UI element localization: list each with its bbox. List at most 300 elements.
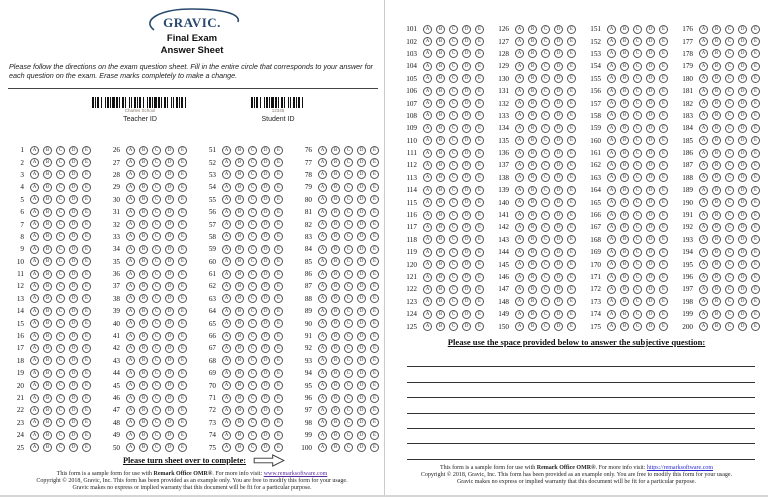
answer-bubble-e[interactable]: E <box>178 356 187 365</box>
answer-bubble-d[interactable]: D <box>738 111 747 120</box>
answer-bubble-d[interactable]: D <box>554 25 563 34</box>
answer-bubble-a[interactable]: A <box>699 161 708 170</box>
answer-bubble-d[interactable]: D <box>69 418 78 427</box>
answer-bubble-c[interactable]: C <box>152 307 161 316</box>
answer-bubble-c[interactable]: C <box>541 136 550 145</box>
answer-bubble-c[interactable]: C <box>449 49 458 58</box>
answer-bubble-d[interactable]: D <box>261 146 270 155</box>
answer-bubble-e[interactable]: E <box>370 257 379 266</box>
answer-bubble-d[interactable]: D <box>69 170 78 179</box>
answer-bubble-d[interactable]: D <box>165 332 174 341</box>
answer-bubble-a[interactable]: A <box>318 431 327 440</box>
answer-bubble-c[interactable]: C <box>449 248 458 257</box>
answer-bubble-d[interactable]: D <box>357 381 366 390</box>
answer-bubble-b[interactable]: B <box>43 443 52 452</box>
answer-bubble-b[interactable]: B <box>620 136 629 145</box>
answer-bubble-a[interactable]: A <box>423 223 432 232</box>
answer-bubble-a[interactable]: A <box>222 245 231 254</box>
answer-bubble-c[interactable]: C <box>344 183 353 192</box>
answer-bubble-b[interactable]: B <box>139 431 148 440</box>
answer-bubble-c[interactable]: C <box>449 322 458 331</box>
answer-bubble-c[interactable]: C <box>541 124 550 133</box>
answer-bubble-d[interactable]: D <box>261 257 270 266</box>
answer-bubble-a[interactable]: A <box>699 25 708 34</box>
answer-bubble-b[interactable]: B <box>528 74 537 83</box>
answer-bubble-d[interactable]: D <box>165 381 174 390</box>
answer-bubble-e[interactable]: E <box>475 161 484 170</box>
answer-bubble-b[interactable]: B <box>528 260 537 269</box>
answer-bubble-c[interactable]: C <box>248 307 257 316</box>
answer-bubble-b[interactable]: B <box>712 111 721 120</box>
answer-bubble-c[interactable]: C <box>56 183 65 192</box>
answer-bubble-b[interactable]: B <box>528 25 537 34</box>
answer-bubble-b[interactable]: B <box>620 37 629 46</box>
answer-bubble-a[interactable]: A <box>222 257 231 266</box>
answer-bubble-a[interactable]: A <box>515 248 524 257</box>
answer-bubble-d[interactable]: D <box>165 158 174 167</box>
answer-bubble-a[interactable]: A <box>30 183 39 192</box>
answer-bubble-d[interactable]: D <box>165 208 174 217</box>
answer-bubble-e[interactable]: E <box>178 183 187 192</box>
answer-bubble-a[interactable]: A <box>30 208 39 217</box>
answer-bubble-e[interactable]: E <box>178 394 187 403</box>
answer-bubble-d[interactable]: D <box>462 87 471 96</box>
answer-bubble-c[interactable]: C <box>56 431 65 440</box>
answer-bubble-a[interactable]: A <box>607 285 616 294</box>
answer-bubble-c[interactable]: C <box>56 307 65 316</box>
answer-bubble-d[interactable]: D <box>69 183 78 192</box>
answer-bubble-a[interactable]: A <box>423 235 432 244</box>
answer-bubble-b[interactable]: B <box>436 198 445 207</box>
answer-bubble-d[interactable]: D <box>554 124 563 133</box>
answer-bubble-b[interactable]: B <box>436 37 445 46</box>
answer-bubble-c[interactable]: C <box>633 186 642 195</box>
answer-bubble-c[interactable]: C <box>541 273 550 282</box>
answer-bubble-c[interactable]: C <box>152 170 161 179</box>
answer-bubble-d[interactable]: D <box>357 369 366 378</box>
answer-bubble-c[interactable]: C <box>56 208 65 217</box>
answer-bubble-b[interactable]: B <box>235 319 244 328</box>
answer-bubble-a[interactable]: A <box>222 431 231 440</box>
answer-bubble-d[interactable]: D <box>554 87 563 96</box>
answer-bubble-c[interactable]: C <box>248 245 257 254</box>
answer-bubble-b[interactable]: B <box>331 220 340 229</box>
answer-bubble-d[interactable]: D <box>462 285 471 294</box>
answer-bubble-a[interactable]: A <box>607 74 616 83</box>
answer-bubble-c[interactable]: C <box>449 87 458 96</box>
answer-bubble-d[interactable]: D <box>738 273 747 282</box>
answer-bubble-d[interactable]: D <box>261 418 270 427</box>
answer-bubble-d[interactable]: D <box>646 87 655 96</box>
answer-bubble-d[interactable]: D <box>554 297 563 306</box>
answer-bubble-d[interactable]: D <box>462 248 471 257</box>
answer-bubble-a[interactable]: A <box>607 223 616 232</box>
answer-bubble-e[interactable]: E <box>567 248 576 257</box>
answer-bubble-d[interactable]: D <box>738 173 747 182</box>
answer-bubble-e[interactable]: E <box>274 195 283 204</box>
answer-bubble-e[interactable]: E <box>567 111 576 120</box>
answer-bubble-d[interactable]: D <box>462 37 471 46</box>
answer-bubble-a[interactable]: A <box>423 161 432 170</box>
answer-bubble-a[interactable]: A <box>222 332 231 341</box>
answer-bubble-c[interactable]: C <box>56 369 65 378</box>
answer-bubble-d[interactable]: D <box>554 223 563 232</box>
answer-bubble-e[interactable]: E <box>178 443 187 452</box>
answer-bubble-b[interactable]: B <box>620 62 629 71</box>
answer-bubble-a[interactable]: A <box>30 332 39 341</box>
answer-bubble-a[interactable]: A <box>607 161 616 170</box>
answer-bubble-b[interactable]: B <box>235 431 244 440</box>
answer-bubble-b[interactable]: B <box>235 170 244 179</box>
answer-bubble-e[interactable]: E <box>82 257 91 266</box>
answer-bubble-a[interactable]: A <box>607 173 616 182</box>
answer-bubble-e[interactable]: E <box>475 223 484 232</box>
answer-bubble-e[interactable]: E <box>659 149 668 158</box>
answer-bubble-d[interactable]: D <box>646 49 655 58</box>
answer-bubble-b[interactable]: B <box>528 173 537 182</box>
answer-bubble-a[interactable]: A <box>30 232 39 241</box>
answer-bubble-a[interactable]: A <box>423 322 432 331</box>
answer-bubble-d[interactable]: D <box>261 158 270 167</box>
answer-bubble-c[interactable]: C <box>449 74 458 83</box>
answer-bubble-d[interactable]: D <box>462 211 471 220</box>
answer-bubble-c[interactable]: C <box>541 49 550 58</box>
answer-bubble-a[interactable]: A <box>318 232 327 241</box>
answer-bubble-a[interactable]: A <box>423 248 432 257</box>
answer-bubble-a[interactable]: A <box>515 161 524 170</box>
answer-bubble-a[interactable]: A <box>515 136 524 145</box>
answer-bubble-d[interactable]: D <box>261 232 270 241</box>
answer-bubble-b[interactable]: B <box>331 344 340 353</box>
answer-bubble-c[interactable]: C <box>633 173 642 182</box>
answer-bubble-e[interactable]: E <box>274 406 283 415</box>
answer-bubble-d[interactable]: D <box>261 369 270 378</box>
answer-bubble-a[interactable]: A <box>30 443 39 452</box>
answer-bubble-d[interactable]: D <box>357 245 366 254</box>
answer-bubble-d[interactable]: D <box>261 381 270 390</box>
answer-bubble-b[interactable]: B <box>235 195 244 204</box>
answer-bubble-b[interactable]: B <box>235 369 244 378</box>
answer-bubble-c[interactable]: C <box>449 149 458 158</box>
answer-bubble-a[interactable]: A <box>126 282 135 291</box>
answer-bubble-a[interactable]: A <box>30 146 39 155</box>
answer-bubble-d[interactable]: D <box>357 332 366 341</box>
answer-bubble-d[interactable]: D <box>165 294 174 303</box>
answer-bubble-a[interactable]: A <box>607 310 616 319</box>
answer-bubble-c[interactable]: C <box>725 99 734 108</box>
answer-bubble-a[interactable]: A <box>515 62 524 71</box>
answer-bubble-e[interactable]: E <box>82 220 91 229</box>
answer-bubble-b[interactable]: B <box>436 25 445 34</box>
answer-bubble-c[interactable]: C <box>248 220 257 229</box>
answer-bubble-b[interactable]: B <box>331 418 340 427</box>
answer-bubble-a[interactable]: A <box>318 307 327 316</box>
answer-bubble-e[interactable]: E <box>178 332 187 341</box>
answer-bubble-b[interactable]: B <box>712 260 721 269</box>
answer-bubble-c[interactable]: C <box>541 322 550 331</box>
answer-bubble-a[interactable]: A <box>423 211 432 220</box>
answer-bubble-a[interactable]: A <box>699 37 708 46</box>
answer-bubble-a[interactable]: A <box>515 37 524 46</box>
answer-bubble-b[interactable]: B <box>436 322 445 331</box>
answer-bubble-a[interactable]: A <box>126 431 135 440</box>
answer-bubble-a[interactable]: A <box>126 146 135 155</box>
answer-bubble-e[interactable]: E <box>82 394 91 403</box>
answer-bubble-d[interactable]: D <box>462 111 471 120</box>
answer-bubble-a[interactable]: A <box>30 220 39 229</box>
answer-bubble-c[interactable]: C <box>725 37 734 46</box>
answer-bubble-c[interactable]: C <box>152 406 161 415</box>
answer-bubble-c[interactable]: C <box>633 310 642 319</box>
answer-bubble-a[interactable]: A <box>318 418 327 427</box>
answer-bubble-b[interactable]: B <box>235 232 244 241</box>
answer-bubble-a[interactable]: A <box>30 319 39 328</box>
answer-bubble-b[interactable]: B <box>712 285 721 294</box>
answer-bubble-c[interactable]: C <box>344 232 353 241</box>
answer-bubble-d[interactable]: D <box>69 369 78 378</box>
answer-bubble-b[interactable]: B <box>331 406 340 415</box>
answer-bubble-e[interactable]: E <box>370 183 379 192</box>
answer-bubble-c[interactable]: C <box>56 418 65 427</box>
answer-bubble-c[interactable]: C <box>725 149 734 158</box>
answer-bubble-e[interactable]: E <box>659 37 668 46</box>
answer-bubble-b[interactable]: B <box>436 111 445 120</box>
answer-bubble-a[interactable]: A <box>515 285 524 294</box>
answer-bubble-e[interactable]: E <box>370 220 379 229</box>
answer-bubble-e[interactable]: E <box>751 25 760 34</box>
answer-bubble-e[interactable]: E <box>178 220 187 229</box>
answer-bubble-a[interactable]: A <box>126 381 135 390</box>
answer-bubble-b[interactable]: B <box>43 282 52 291</box>
answer-bubble-d[interactable]: D <box>69 431 78 440</box>
answer-bubble-e[interactable]: E <box>475 297 484 306</box>
answer-bubble-c[interactable]: C <box>56 356 65 365</box>
answer-bubble-d[interactable]: D <box>738 285 747 294</box>
answer-bubble-d[interactable]: D <box>738 297 747 306</box>
answer-bubble-a[interactable]: A <box>515 74 524 83</box>
answer-bubble-a[interactable]: A <box>607 248 616 257</box>
answer-bubble-d[interactable]: D <box>462 310 471 319</box>
answer-bubble-e[interactable]: E <box>178 406 187 415</box>
answer-bubble-e[interactable]: E <box>178 418 187 427</box>
answer-bubble-a[interactable]: A <box>423 37 432 46</box>
answer-bubble-b[interactable]: B <box>43 232 52 241</box>
answer-bubble-b[interactable]: B <box>43 356 52 365</box>
answer-bubble-b[interactable]: B <box>139 232 148 241</box>
answer-bubble-c[interactable]: C <box>633 223 642 232</box>
answer-bubble-a[interactable]: A <box>30 381 39 390</box>
answer-bubble-a[interactable]: A <box>222 307 231 316</box>
answer-bubble-d[interactable]: D <box>69 146 78 155</box>
answer-bubble-b[interactable]: B <box>528 223 537 232</box>
answer-bubble-b[interactable]: B <box>139 257 148 266</box>
answer-bubble-c[interactable]: C <box>344 282 353 291</box>
answer-bubble-d[interactable]: D <box>646 136 655 145</box>
answer-bubble-e[interactable]: E <box>567 273 576 282</box>
answer-bubble-d[interactable]: D <box>69 319 78 328</box>
answer-bubble-d[interactable]: D <box>554 37 563 46</box>
answer-bubble-b[interactable]: B <box>43 146 52 155</box>
answer-bubble-c[interactable]: C <box>449 37 458 46</box>
answer-bubble-a[interactable]: A <box>515 149 524 158</box>
answer-bubble-e[interactable]: E <box>82 245 91 254</box>
answer-bubble-e[interactable]: E <box>82 369 91 378</box>
answer-bubble-b[interactable]: B <box>436 235 445 244</box>
answer-bubble-e[interactable]: E <box>370 195 379 204</box>
answer-bubble-b[interactable]: B <box>139 146 148 155</box>
answer-bubble-c[interactable]: C <box>725 124 734 133</box>
answer-bubble-a[interactable]: A <box>423 49 432 58</box>
answer-bubble-a[interactable]: A <box>699 49 708 58</box>
answer-bubble-a[interactable]: A <box>515 124 524 133</box>
answer-bubble-c[interactable]: C <box>633 273 642 282</box>
answer-bubble-a[interactable]: A <box>30 406 39 415</box>
answer-bubble-a[interactable]: A <box>699 186 708 195</box>
answer-bubble-b[interactable]: B <box>43 394 52 403</box>
answer-bubble-c[interactable]: C <box>344 257 353 266</box>
answer-bubble-d[interactable]: D <box>738 49 747 58</box>
answer-bubble-e[interactable]: E <box>475 285 484 294</box>
remark-website-link[interactable]: https://remarksoftware.com <box>646 465 714 471</box>
answer-bubble-d[interactable]: D <box>554 285 563 294</box>
answer-bubble-c[interactable]: C <box>152 245 161 254</box>
answer-bubble-e[interactable]: E <box>274 208 283 217</box>
answer-bubble-a[interactable]: A <box>126 170 135 179</box>
answer-bubble-e[interactable]: E <box>567 99 576 108</box>
answer-bubble-c[interactable]: C <box>152 418 161 427</box>
answer-bubble-b[interactable]: B <box>331 257 340 266</box>
answer-bubble-d[interactable]: D <box>261 307 270 316</box>
answer-bubble-c[interactable]: C <box>152 443 161 452</box>
answer-bubble-d[interactable]: D <box>261 294 270 303</box>
answer-bubble-c[interactable]: C <box>248 344 257 353</box>
answer-bubble-e[interactable]: E <box>659 322 668 331</box>
answer-bubble-c[interactable]: C <box>152 158 161 167</box>
answer-bubble-d[interactable]: D <box>69 332 78 341</box>
answer-bubble-b[interactable]: B <box>139 208 148 217</box>
answer-bubble-c[interactable]: C <box>344 431 353 440</box>
answer-bubble-e[interactable]: E <box>274 232 283 241</box>
answer-bubble-e[interactable]: E <box>274 257 283 266</box>
answer-bubble-e[interactable]: E <box>751 49 760 58</box>
answer-bubble-d[interactable]: D <box>738 25 747 34</box>
answer-bubble-b[interactable]: B <box>436 297 445 306</box>
answer-bubble-e[interactable]: E <box>178 158 187 167</box>
answer-bubble-b[interactable]: B <box>331 270 340 279</box>
answer-bubble-b[interactable]: B <box>331 319 340 328</box>
answer-bubble-b[interactable]: B <box>139 170 148 179</box>
answer-bubble-b[interactable]: B <box>436 223 445 232</box>
answer-bubble-a[interactable]: A <box>318 294 327 303</box>
answer-bubble-b[interactable]: B <box>712 136 721 145</box>
answer-bubble-b[interactable]: B <box>436 310 445 319</box>
answer-bubble-c[interactable]: C <box>344 344 353 353</box>
answer-bubble-a[interactable]: A <box>318 257 327 266</box>
answer-bubble-b[interactable]: B <box>43 294 52 303</box>
answer-bubble-a[interactable]: A <box>699 173 708 182</box>
answer-bubble-d[interactable]: D <box>646 149 655 158</box>
answer-bubble-c[interactable]: C <box>725 25 734 34</box>
answer-bubble-c[interactable]: C <box>344 146 353 155</box>
answer-bubble-d[interactable]: D <box>554 310 563 319</box>
answer-bubble-e[interactable]: E <box>274 307 283 316</box>
answer-bubble-b[interactable]: B <box>712 223 721 232</box>
answer-bubble-b[interactable]: B <box>235 183 244 192</box>
answer-bubble-e[interactable]: E <box>659 223 668 232</box>
answer-bubble-d[interactable]: D <box>165 344 174 353</box>
answer-bubble-d[interactable]: D <box>69 294 78 303</box>
answer-bubble-e[interactable]: E <box>659 297 668 306</box>
answer-bubble-a[interactable]: A <box>423 149 432 158</box>
answer-bubble-b[interactable]: B <box>436 62 445 71</box>
answer-bubble-a[interactable]: A <box>515 322 524 331</box>
answer-bubble-a[interactable]: A <box>699 198 708 207</box>
answer-bubble-e[interactable]: E <box>178 170 187 179</box>
answer-bubble-e[interactable]: E <box>82 170 91 179</box>
answer-bubble-e[interactable]: E <box>751 285 760 294</box>
answer-bubble-e[interactable]: E <box>475 111 484 120</box>
answer-bubble-a[interactable]: A <box>30 257 39 266</box>
answer-bubble-c[interactable]: C <box>725 111 734 120</box>
answer-bubble-e[interactable]: E <box>567 297 576 306</box>
answer-bubble-a[interactable]: A <box>607 136 616 145</box>
answer-bubble-e[interactable]: E <box>751 62 760 71</box>
answer-bubble-e[interactable]: E <box>567 49 576 58</box>
answer-bubble-c[interactable]: C <box>633 161 642 170</box>
answer-bubble-a[interactable]: A <box>126 294 135 303</box>
answer-bubble-d[interactable]: D <box>646 223 655 232</box>
answer-bubble-e[interactable]: E <box>475 37 484 46</box>
answer-bubble-e[interactable]: E <box>82 270 91 279</box>
answer-bubble-a[interactable]: A <box>607 235 616 244</box>
answer-bubble-d[interactable]: D <box>646 186 655 195</box>
answer-bubble-e[interactable]: E <box>178 146 187 155</box>
answer-bubble-e[interactable]: E <box>475 235 484 244</box>
answer-bubble-b[interactable]: B <box>620 25 629 34</box>
answer-bubble-c[interactable]: C <box>725 322 734 331</box>
answer-bubble-d[interactable]: D <box>69 232 78 241</box>
answer-bubble-d[interactable]: D <box>738 322 747 331</box>
answer-bubble-e[interactable]: E <box>475 87 484 96</box>
answer-bubble-e[interactable]: E <box>751 74 760 83</box>
answer-bubble-a[interactable]: A <box>607 62 616 71</box>
answer-bubble-d[interactable]: D <box>357 208 366 217</box>
answer-bubble-d[interactable]: D <box>165 146 174 155</box>
answer-bubble-a[interactable]: A <box>699 149 708 158</box>
answer-bubble-c[interactable]: C <box>344 208 353 217</box>
answer-bubble-a[interactable]: A <box>423 62 432 71</box>
answer-bubble-a[interactable]: A <box>318 183 327 192</box>
answer-bubble-b[interactable]: B <box>528 273 537 282</box>
answer-bubble-b[interactable]: B <box>620 310 629 319</box>
answer-bubble-e[interactable]: E <box>274 294 283 303</box>
answer-bubble-e[interactable]: E <box>567 322 576 331</box>
answer-bubble-c[interactable]: C <box>633 248 642 257</box>
answer-bubble-a[interactable]: A <box>126 245 135 254</box>
answer-bubble-b[interactable]: B <box>620 173 629 182</box>
answer-bubble-c[interactable]: C <box>725 310 734 319</box>
answer-bubble-a[interactable]: A <box>423 310 432 319</box>
answer-bubble-a[interactable]: A <box>699 111 708 120</box>
answer-bubble-e[interactable]: E <box>274 183 283 192</box>
answer-bubble-c[interactable]: C <box>152 344 161 353</box>
answer-bubble-c[interactable]: C <box>541 223 550 232</box>
answer-bubble-d[interactable]: D <box>261 356 270 365</box>
answer-bubble-d[interactable]: D <box>462 62 471 71</box>
answer-bubble-b[interactable]: B <box>620 124 629 133</box>
answer-bubble-b[interactable]: B <box>235 146 244 155</box>
answer-bubble-b[interactable]: B <box>43 208 52 217</box>
